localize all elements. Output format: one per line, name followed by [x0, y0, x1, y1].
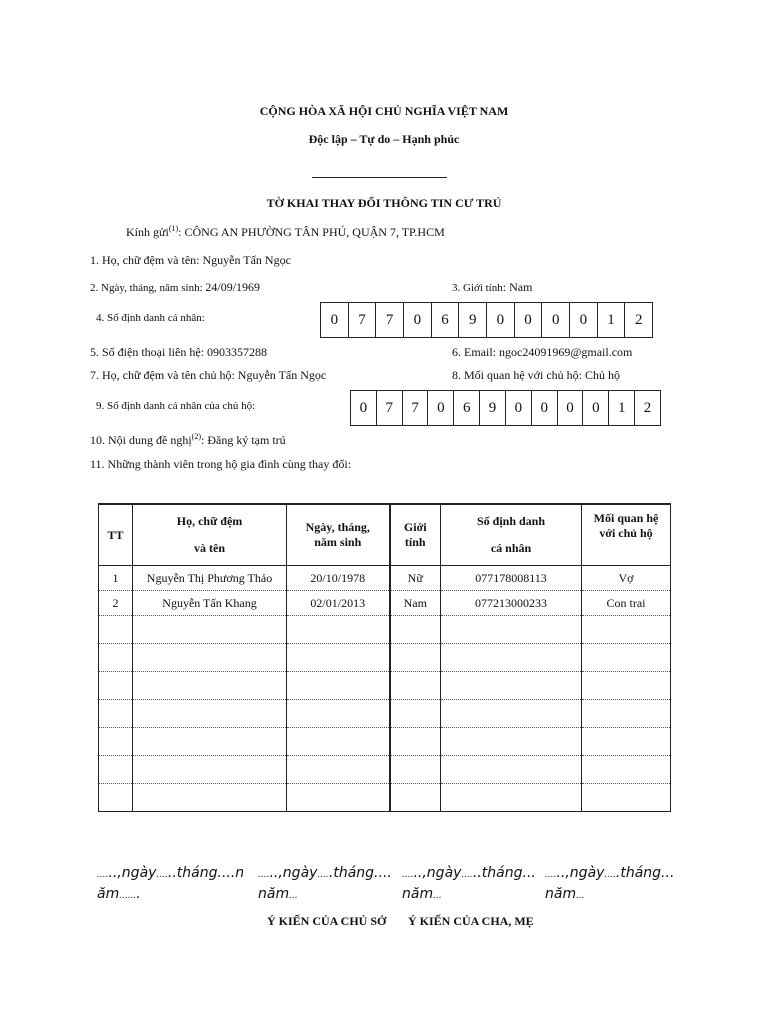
row-gender: Nữ — [390, 566, 441, 591]
personal-id-digit: 7 — [375, 303, 403, 337]
row-id: 077213000233 — [441, 591, 582, 616]
head-id-digit: 0 — [359, 399, 368, 416]
header-relation-line1: Mối quan hệ — [593, 511, 659, 525]
table-row-empty — [99, 616, 671, 644]
header-id — [441, 504, 582, 566]
members-table — [98, 503, 671, 812]
personal-id-digit: 0 — [514, 303, 542, 337]
row-tt: 1 — [99, 566, 133, 591]
field-gender — [452, 280, 532, 295]
request-label: 10. Nội dung đề nghị — [90, 433, 192, 447]
header-divider — [312, 177, 447, 178]
head-id-digit: 6 — [453, 391, 479, 425]
table-row — [99, 566, 671, 591]
header-relation-line2: với chủ hộ — [599, 526, 653, 540]
field-name: 1. Họ, chữ đệm và tên: Nguyễn Tấn Ngọc — [90, 253, 291, 267]
head-id-digit: 0 — [505, 391, 531, 425]
row-name: Nguyễn Thị Phương Thảo — [133, 566, 287, 591]
header-name-line1: Họ, chữ đệm — [176, 514, 243, 528]
table-row-empty — [99, 756, 671, 784]
head-id-digit: 7 — [402, 391, 428, 425]
header-name — [133, 504, 287, 566]
head-id-digit: 9 — [479, 391, 505, 425]
field-head-name: 7. Họ, chữ đệm và tên chủ hộ: Nguyễn Tấn Ngọc — [90, 368, 327, 382]
row-gender: Nam — [390, 591, 441, 616]
table-row-empty — [99, 784, 671, 812]
personal-id-digit: 1 — [597, 303, 625, 337]
row-relation: Vợ — [582, 566, 671, 591]
row-dob: 20/10/1978 — [287, 566, 390, 591]
head-id-digit: 2 — [634, 391, 660, 425]
form-title: TỜ KHAI THAY ĐỔI THÔNG TIN CƯ TRÚ — [266, 196, 502, 210]
head-id-digit: 0 — [582, 391, 608, 425]
field-id-label: 4. Số định danh cá nhân: — [96, 312, 205, 324]
row-relation: Con trai — [582, 591, 671, 616]
field-phone: 5. Số điện thoại liên hệ: 0903357288 — [90, 345, 267, 359]
field-email: 6. Email: ngoc24091969@gmail.com — [452, 345, 633, 359]
table-row-empty — [99, 728, 671, 756]
motto: Độc lập – Tự do – Hạnh phúc — [308, 132, 460, 146]
date-block-4: ......,ngày.....tháng... năm... — [545, 865, 675, 902]
personal-id-digit: 9 — [458, 303, 486, 337]
recipient-value: : CÔNG AN PHƯỜNG TÂN PHÚ, QUẬN 7, TP.HCM — [178, 225, 445, 239]
row-dob: 02/01/2013 — [287, 591, 390, 616]
dob-label: 2. Ngày, tháng, năm sinh: — [90, 282, 206, 294]
row-name: Nguyễn Tấn Khang — [133, 591, 287, 616]
field-request — [90, 433, 286, 448]
header-relation — [582, 504, 671, 566]
head-id-digit: 0 — [531, 391, 557, 425]
header-tt: TT — [99, 504, 133, 566]
request-footnote: (2) — [191, 432, 201, 441]
date-block-1: ......,ngày......tháng....n ăm....... — [97, 865, 245, 902]
table-row — [99, 591, 671, 616]
gender-value: : Nam — [502, 280, 533, 294]
owner-opinion-heading: Ý KIẾN CỦA CHỦ SỞ — [267, 914, 387, 928]
personal-id-digit: 6 — [431, 303, 459, 337]
recipient-line — [126, 225, 445, 240]
table-row-empty — [99, 672, 671, 700]
header-gender-line1: Giới — [403, 520, 427, 534]
field-head-id-label: 9. Số định danh cá nhân của chủ hộ: — [96, 400, 256, 412]
personal-id-digit: 0 — [486, 303, 514, 337]
header-name-line2: và tên — [194, 541, 225, 555]
personal-id-digit: 2 — [624, 303, 652, 337]
header-gender — [390, 504, 441, 566]
head-id-boxes — [350, 390, 661, 426]
personal-id-digit: 0 — [330, 311, 339, 328]
row-tt: 2 — [99, 591, 133, 616]
nation-title: CỘNG HÒA XÃ HỘI CHỦ NGHĨA VIỆT NAM — [259, 104, 509, 118]
personal-id-digit: 0 — [569, 303, 597, 337]
row-id: 077178008113 — [441, 566, 582, 591]
field-members-label: 11. Những thành viên trong hộ gia đình cùng thay đổi: — [90, 457, 352, 471]
header-gender-line2: tính — [404, 535, 426, 549]
header-id-line1: Số định danh — [476, 514, 546, 528]
header-id-line2: cá nhân — [490, 541, 532, 555]
head-id-digit: 1 — [608, 391, 634, 425]
recipient-label: Kính gửi — [126, 225, 169, 239]
field-dob — [90, 280, 260, 295]
table-row-empty — [99, 644, 671, 672]
header-dob — [287, 504, 390, 566]
table-header-row — [99, 504, 671, 566]
parents-opinion-heading: Ý KIẾN CỦA CHA, MẸ — [408, 914, 534, 928]
request-value: : Đăng ký tạm trú — [201, 433, 286, 447]
personal-id-digit: 7 — [348, 303, 376, 337]
field-relation: 8. Mối quan hệ với chủ hộ: Chủ hộ — [452, 368, 620, 382]
personal-id-boxes — [320, 302, 653, 338]
gender-label: 3. Giới tính — [452, 282, 503, 294]
head-id-digit: 0 — [427, 391, 453, 425]
table-row-empty — [99, 700, 671, 728]
date-block-3: ......,ngày......tháng... năm... — [402, 865, 536, 902]
recipient-footnote: (1) — [168, 224, 179, 233]
head-id-digit: 7 — [376, 391, 402, 425]
dob-value: 24/09/1969 — [205, 280, 261, 294]
date-block-2: ......,ngày.....tháng.... năm... — [258, 865, 392, 902]
header-dob-line1: Ngày, tháng, — [305, 520, 370, 534]
personal-id-digit: 0 — [403, 303, 431, 337]
header-dob-line2: năm sinh — [314, 535, 362, 549]
personal-id-digit: 0 — [541, 303, 569, 337]
head-id-digit: 0 — [557, 391, 583, 425]
